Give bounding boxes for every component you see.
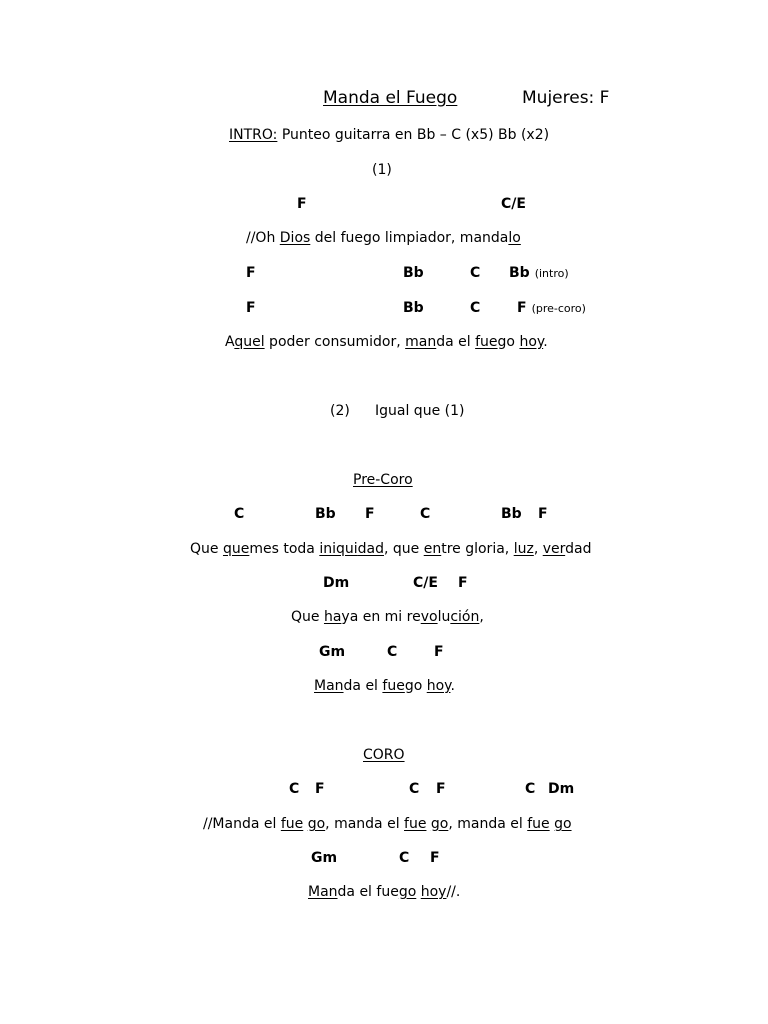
- intro-label: INTRO:: [229, 127, 278, 143]
- chord: Bb: [315, 506, 336, 522]
- chord: F: [315, 781, 325, 797]
- underlined-syllable: Man: [314, 678, 344, 694]
- precoro-lyric-1: [190, 540, 592, 558]
- chord: C: [409, 781, 420, 797]
- lyric-text: A: [225, 334, 235, 350]
- underlined-syllable: go: [307, 816, 326, 832]
- chord: F: [297, 196, 307, 212]
- underlined-syllable: ver: [542, 541, 566, 557]
- underlined-syllable: fue: [382, 678, 405, 694]
- verse1-lyric-1: [246, 229, 521, 247]
- underlined-syllable: lo: [508, 230, 521, 246]
- underlined-syllable: quel: [234, 334, 265, 350]
- chord: F: [436, 781, 446, 797]
- chord: C: [470, 265, 481, 281]
- underlined-syllable: Dios: [279, 230, 311, 246]
- lyric-text: ,: [479, 609, 484, 625]
- chord: C: [470, 300, 481, 316]
- chord: C: [289, 781, 300, 797]
- lyric-text: ya en mi re: [341, 609, 421, 625]
- chord: Bb: [501, 506, 522, 522]
- verse1-number: (1): [372, 162, 392, 178]
- lyric-text: ,: [533, 541, 543, 557]
- chord: [509, 264, 569, 283]
- coro-lyric-2: [308, 883, 460, 901]
- verse2-text: Igual que (1): [375, 403, 465, 419]
- chord: Bb: [403, 265, 424, 281]
- underlined-syllable: ha: [323, 609, 342, 625]
- voice-key: Mujeres: F: [522, 88, 610, 108]
- chord: F: [538, 506, 548, 522]
- lyric-text: da el: [343, 678, 383, 694]
- underlined-syllable: hoy: [420, 884, 447, 900]
- precoro-lyric-2: [291, 608, 484, 626]
- chord: [517, 299, 586, 318]
- chord-name: F: [517, 300, 527, 316]
- chord: F: [246, 300, 256, 316]
- chord-tag: (intro): [534, 267, 569, 280]
- coro-lyric-1: [203, 815, 572, 833]
- precoro-lyric-3: [314, 677, 455, 695]
- lyric-text: tre gloria,: [441, 541, 514, 557]
- intro-text: Punteo guitarra en Bb – C (x5) Bb (x2): [277, 127, 550, 143]
- lyric-text: .: [450, 678, 455, 694]
- lyric-text: poder consumidor,: [264, 334, 406, 350]
- verse1-lyric-2: [225, 333, 548, 351]
- chord: C: [420, 506, 431, 522]
- underlined-syllable: dad: [357, 541, 384, 557]
- underlined-syllable: hoy: [426, 678, 451, 694]
- underlined-syllable: fue: [475, 334, 498, 350]
- lyric-text: , manda el: [325, 816, 405, 832]
- underlined-syllable: en: [423, 541, 442, 557]
- precoro-heading: Pre-Coro: [353, 472, 413, 488]
- underlined-syllable: hoy: [519, 334, 544, 350]
- underlined-syllable: iniqui: [319, 541, 358, 557]
- lyric-text: del fuego limpiador, manda: [310, 230, 509, 246]
- lyric-text: da el: [436, 334, 476, 350]
- song-title: Manda el Fuego: [323, 88, 458, 108]
- chord: F: [246, 265, 256, 281]
- lyric-text: , manda el: [448, 816, 528, 832]
- chord: C: [525, 781, 536, 797]
- lyric-text: //.: [446, 884, 461, 900]
- chord-tag: (pre-coro): [531, 302, 586, 315]
- underlined-syllable: man: [405, 334, 437, 350]
- underlined-syllable: Man: [308, 884, 338, 900]
- chord: C: [387, 644, 398, 660]
- chord-name: Bb: [509, 265, 530, 281]
- intro-line: [229, 126, 549, 144]
- lyric-text: go: [497, 334, 520, 350]
- lyric-text: mes toda: [249, 541, 320, 557]
- chord: C: [234, 506, 245, 522]
- lyric-text: go: [404, 678, 427, 694]
- chord: C: [399, 850, 410, 866]
- underlined-syllable: fue: [404, 816, 427, 832]
- chord: Dm: [323, 575, 350, 591]
- lyric-text: da el fue: [337, 884, 399, 900]
- lyric-text: dad: [565, 541, 592, 557]
- chord: F: [434, 644, 444, 660]
- chord: Gm: [319, 644, 346, 660]
- underlined-syllable: fue: [280, 816, 304, 832]
- lyric-text: //Manda el: [203, 816, 281, 832]
- coro-heading: CORO: [363, 747, 405, 763]
- underlined-syllable: vo: [420, 609, 438, 625]
- underlined-syllable: go: [430, 816, 449, 832]
- underlined-syllable: go: [398, 884, 417, 900]
- chord: C/E: [413, 575, 438, 591]
- verse2-number: (2): [330, 403, 350, 419]
- lyric-text: .: [543, 334, 548, 350]
- underlined-syllable: fue: [527, 816, 550, 832]
- chord: F: [430, 850, 440, 866]
- chord: Bb: [403, 300, 424, 316]
- underlined-syllable: ción: [450, 609, 480, 625]
- chord: F: [365, 506, 375, 522]
- lyric-text: , que: [383, 541, 424, 557]
- lyric-text: Que: [291, 609, 324, 625]
- underlined-syllable: luz: [513, 541, 534, 557]
- chord: Gm: [311, 850, 338, 866]
- chord: C/E: [501, 196, 526, 212]
- underlined-syllable: go: [554, 816, 572, 832]
- underlined-syllable: que: [222, 541, 250, 557]
- lyric-text: Que: [190, 541, 223, 557]
- chord: F: [458, 575, 468, 591]
- chord: Dm: [548, 781, 575, 797]
- lyric-text: //Oh: [246, 230, 280, 246]
- lyric-text: lu: [437, 609, 451, 625]
